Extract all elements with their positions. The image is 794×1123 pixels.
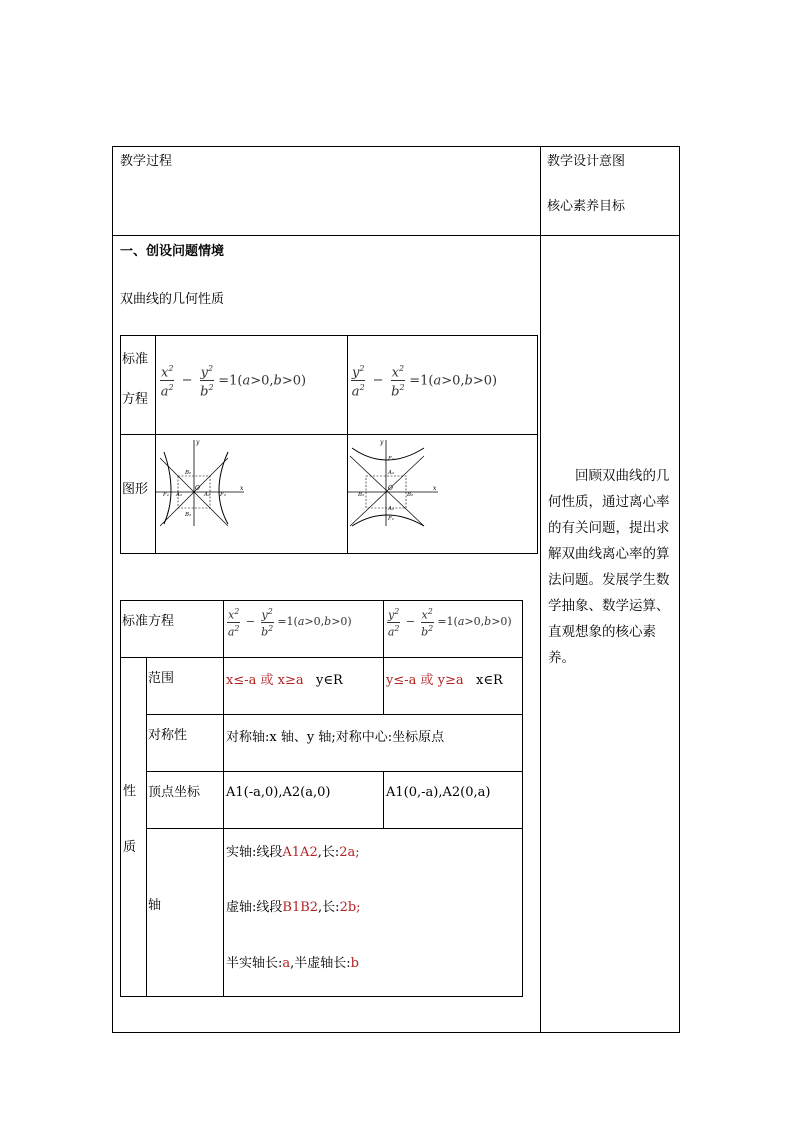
svg-text:O: O (388, 485, 393, 492)
range-label: 范围 (148, 671, 175, 686)
equation-vertical-small: $\frac{y^2}{a^2}$ − $\frac{x^2}{b^2}$ =1(a>0,b>0) (387, 607, 512, 639)
design-intent-header: 教学设计意图 (547, 154, 626, 169)
graph-label: 图形 (122, 482, 149, 497)
real-axis-length-label: ,长: (317, 845, 340, 860)
imag-axis-length-label: ,长: (318, 900, 340, 915)
imag-axis-prefix: 虚轴:线段 (226, 900, 283, 915)
column-divider (540, 146, 541, 1033)
std-eq-label-b: 方程 (122, 392, 149, 407)
half-real-axis-value: a (282, 956, 291, 971)
range-col2-rest: x∈R (476, 673, 503, 688)
half-imag-axis-prefix: ,半虚轴长: (290, 956, 351, 971)
svg-text:y: y (380, 439, 384, 446)
svg-text:A₂: A₂ (388, 470, 395, 476)
hyperbola-vertical-graph (348, 438, 440, 528)
imag-axis-length: 2b; (339, 900, 361, 915)
svg-text:F₂: F₂ (388, 456, 395, 462)
vertex-col1: A1(-a,0),A2(a,0) (226, 785, 331, 800)
svg-text:B₁: B₁ (358, 492, 365, 498)
axis-label: 轴 (148, 898, 162, 913)
imag-axis-segment: B1B2 (282, 900, 319, 915)
real-axis-line (226, 845, 360, 861)
svg-text:F₁: F₁ (388, 516, 395, 522)
symmetry-label: 对称性 (148, 728, 188, 743)
std-eq-header: 标准方程 (122, 614, 175, 629)
range-col2 (386, 673, 503, 689)
equation-horizontal-small: $\frac{x^2}{a^2}$ − $\frac{y^2}{b^2}$ =1(a>0,b>0) (227, 607, 352, 639)
hyperbola-horizontal-graph (156, 438, 246, 528)
section-title: 一、创设问题情境 (120, 244, 225, 259)
vertex-label: 顶点坐标 (148, 785, 201, 800)
properties-label-a: 性 (123, 784, 137, 799)
process-header: 教学过程 (120, 154, 173, 169)
half-imag-axis-value: b (350, 956, 359, 971)
vertex-col2: A1(0,-a),A2(0,a) (386, 785, 491, 800)
std-eq-label-a: 标准 (122, 352, 149, 367)
svg-text:A₁: A₁ (176, 492, 183, 498)
svg-text:A₂: A₂ (204, 492, 211, 498)
equation-vertical: $\frac{y^2}{a^2}$ − $\frac{x^2}{b^2}$ =1(a>0,b>0) (351, 364, 498, 400)
half-real-axis-prefix: 半实轴长: (226, 956, 283, 971)
svg-text:A₁: A₁ (388, 506, 395, 512)
svg-text:y: y (196, 439, 200, 446)
range-col1-rest: y∈R (316, 673, 343, 688)
svg-text:F₂: F₂ (220, 492, 227, 498)
header-divider (112, 235, 680, 236)
design-intent-note: 回顾双曲线的几何性质，通过离心率的有关问题，提出求解双曲线离心率的算法问题。发展学生数学抽象、数学运算、直观想象的核心素养。 (548, 468, 670, 666)
svg-text:F₁: F₁ (163, 492, 170, 498)
range-col1-condition: x≤-a 或 x≥a (226, 673, 304, 688)
half-axis-line (226, 956, 359, 972)
symmetry-value: 对称轴:x 轴、y 轴;对称中心:坐标原点 (226, 730, 445, 745)
svg-text:B₁: B₁ (185, 512, 192, 518)
real-axis-prefix: 实轴:线段 (226, 845, 283, 860)
properties-label-b: 质 (123, 840, 137, 855)
real-axis-length: 2a; (339, 845, 360, 860)
svg-text:B₂: B₂ (185, 470, 192, 476)
core-literacy-header: 核心素养目标 (547, 199, 626, 214)
equation-horizontal: $\frac{x^2}{a^2}$ − $\frac{y^2}{b^2}$ =1(a>0,b>0) (160, 364, 307, 400)
real-axis-segment: A1A2 (282, 845, 318, 860)
svg-text:O: O (195, 485, 200, 492)
section-subtitle: 双曲线的几何性质 (120, 292, 225, 307)
imag-axis-line (226, 900, 361, 916)
svg-text:x: x (240, 485, 244, 492)
range-col1 (226, 673, 343, 689)
svg-text:x: x (433, 485, 437, 492)
svg-text:B₂: B₂ (407, 492, 414, 498)
range-col2-condition: y≤-a 或 y≥a (386, 673, 464, 688)
